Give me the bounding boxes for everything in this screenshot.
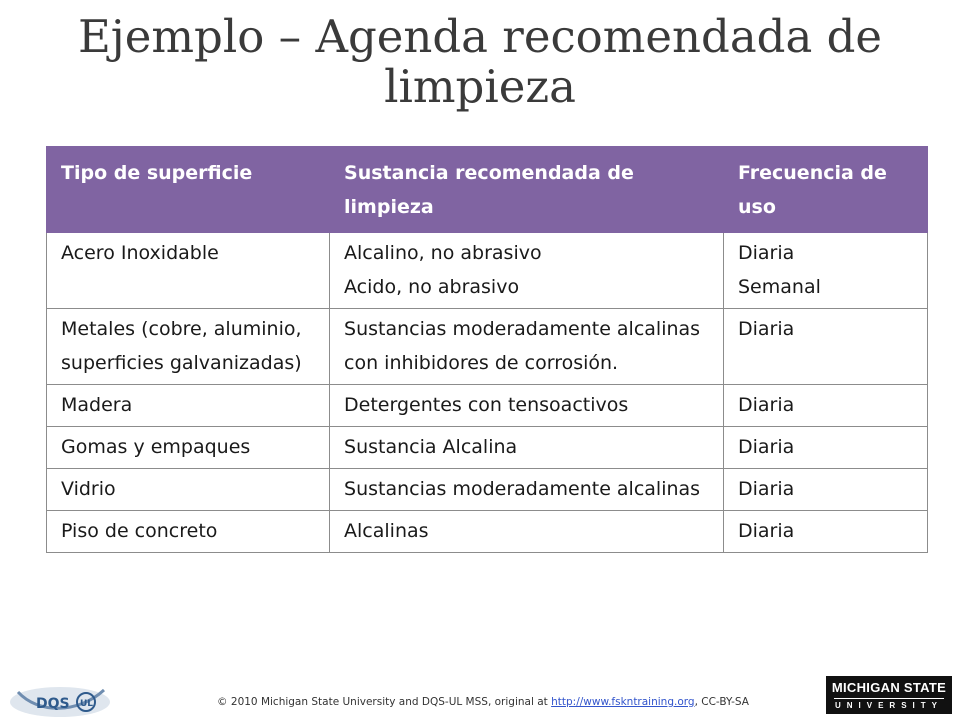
cell-frequency	[724, 469, 928, 511]
msu-logo-line1: MICHIGAN STATE	[831, 680, 947, 695]
cell-text: Detergentes con tensoactivos	[344, 394, 629, 416]
table-row	[47, 385, 928, 427]
cell-text: Diaria	[738, 478, 795, 500]
table-header-row	[47, 147, 928, 233]
cell-text: Acero Inoxidable	[61, 242, 219, 264]
cell-substance	[330, 427, 724, 469]
cell-frequency	[724, 309, 928, 385]
cell-substance	[330, 385, 724, 427]
cell-frequency	[724, 511, 928, 553]
cell-text: Vidrio	[61, 478, 116, 500]
cell-text: Madera	[61, 394, 133, 416]
msu-logo-line2: UNIVERSITY	[834, 698, 944, 711]
table-body	[47, 233, 928, 553]
cell-text: Gomas y empaques	[61, 436, 251, 458]
cell-text: Diaria	[738, 436, 795, 458]
credit-suffix: , CC-BY-SA	[694, 696, 749, 708]
cell-text: Semanal	[738, 276, 821, 298]
table-row	[47, 427, 928, 469]
slide-title: Ejemplo – Agenda recomendada de limpieza	[77, 10, 883, 113]
cell-frequency	[724, 385, 928, 427]
cell-text: Alcalinas	[344, 520, 429, 542]
cell-text: Alcalino, no abrasivo	[344, 242, 542, 264]
cell-surface	[47, 385, 330, 427]
table-row	[47, 233, 928, 309]
cell-surface	[47, 469, 330, 511]
credit-link[interactable]: http://www.fskntraining.org	[551, 696, 695, 708]
cell-text: Piso de concreto	[61, 520, 218, 542]
header-frequency: Frecuencia de uso	[724, 147, 928, 233]
header-surface-type: Tipo de superficie	[47, 147, 330, 233]
dqs-ul-logo	[8, 684, 112, 720]
cell-substance	[330, 469, 724, 511]
cell-text: Acido, no abrasivo	[344, 276, 520, 298]
cell-text: Metales (cobre, aluminio, superficies galvanizadas)	[61, 318, 302, 374]
copyright-credit	[148, 696, 818, 708]
cell-text: Diaria	[738, 318, 795, 340]
table-row	[47, 309, 928, 385]
svg-text:DQS: DQS	[36, 696, 70, 712]
cell-text: Sustancia Alcalina	[344, 436, 518, 458]
credit-prefix: © 2010 Michigan State University and DQS-UL MSS, original at	[217, 696, 552, 708]
cell-frequency	[724, 233, 928, 309]
cell-text: Sustancias moderadamente alcalinas con inhibidores de corrosión.	[344, 318, 701, 374]
cell-text: Diaria	[738, 394, 795, 416]
cell-surface	[47, 309, 330, 385]
cell-substance	[330, 233, 724, 309]
cell-text: Diaria	[738, 520, 795, 542]
header-cleaning-substance: Sustancia recomendada de limpieza	[330, 147, 724, 233]
table-row	[47, 511, 928, 553]
cell-surface	[47, 511, 330, 553]
cell-substance	[330, 511, 724, 553]
cell-frequency	[724, 427, 928, 469]
cell-text: Diaria	[738, 242, 795, 264]
cell-substance	[330, 309, 724, 385]
svg-text:UL: UL	[80, 699, 94, 709]
msu-logo	[826, 676, 952, 714]
table-row	[47, 469, 928, 511]
cell-text: Sustancias moderadamente alcalinas	[344, 478, 701, 500]
cell-surface	[47, 427, 330, 469]
cell-surface	[47, 233, 330, 309]
cleaning-schedule-table	[46, 146, 928, 553]
